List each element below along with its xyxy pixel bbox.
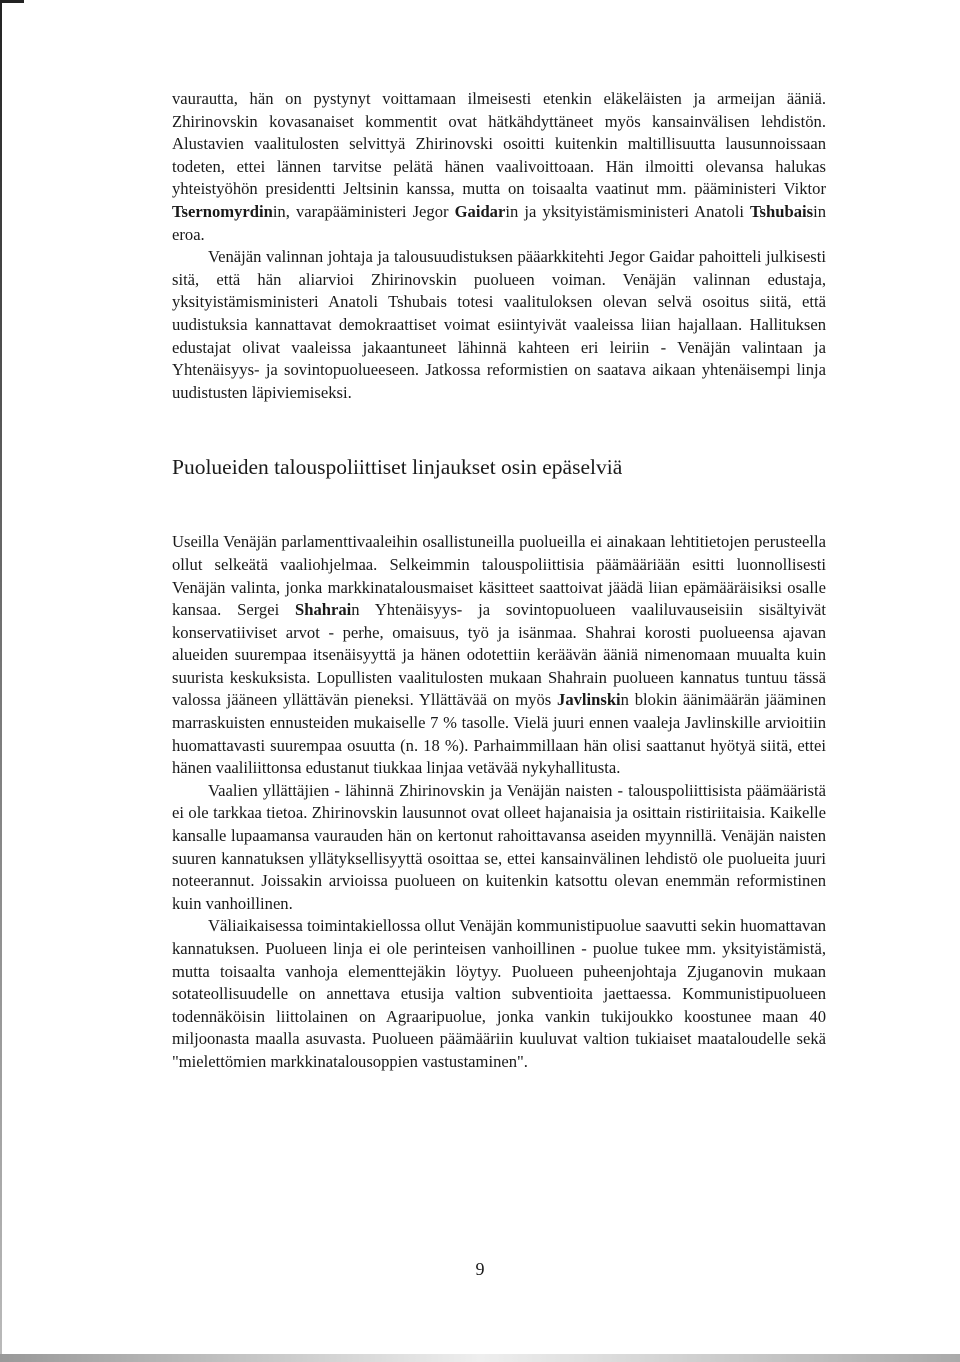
section-heading: Puolueiden talouspoliittiset linjaukset osin epäselviä <box>172 455 623 480</box>
scan-corner-mark <box>0 0 24 3</box>
name-javlinski: Javlinski <box>557 690 621 710</box>
name-tshubais: Tshubais <box>750 201 814 221</box>
paragraph-3 <box>172 531 826 780</box>
para1-text-c: in, varapääministeri Jegor <box>272 201 455 221</box>
paragraph-5: Väliaikaisessa toimintakiellossa ollut Venäjän kommunistipuolue saavutti sekin huomattavan kannatuksen. Puolueen linja ei ole perinteisen vanhoillinen - puolue tukee mm. yksityistämistä, mutta toisaalta vanhoja elementtejäkin löytyy. Puolueen puheenjohtaja Zjuganovin mukaan sotateollisuudelle on annettava etusija valtion subventioita jaettaessa. Kommunistipuolueen todennäköisin liittolainen on Agraaripuolue, jonka vankin tukijoukko koostunee maan 40 miljoonasta maalla asuvasta. Puolueen päämääriin kuuluvat valtion tukiaiset maataloudelle sekä "mielettömien markkinatalousoppien vastustaminen". <box>172 916 826 1071</box>
scan-bottom-edge <box>0 1354 960 1362</box>
para1-text-d: in ja yksityistämisministeri Anatoli <box>505 201 751 221</box>
para1-text-e: in eroa. <box>172 201 826 244</box>
scan-left-edge <box>0 0 2 1362</box>
heading-spacer <box>172 480 826 531</box>
para3-text-d: n blokin äänimäärän jääminen marraskuisten ennusteiden mukaiselle 7 % tasolle. Vielä juuri ennen vaaleja Javlinskille arvioitiin huomattavasti suurempaa osuutta (n. 18 %). Parhaimmillaan hän olisi saattanut hyötyä siitä, ettei hänen vaaliliittonsa edustanut tiukkaa linjaa vetävää nykyhallitusta. <box>172 690 826 778</box>
name-gaidar: Gaidar <box>454 201 506 221</box>
document-page <box>172 88 826 1074</box>
name-shahrai: Shahrai <box>295 600 352 620</box>
page-number: 9 <box>475 1259 485 1279</box>
para3-text-c: n Yhtenäisyys- ja sovintopuolueen vaaliluvauseisiin sisältyivät konservatiiviset arvot - perhe, omaisuus, työ ja isänmaa. Shahrai korosti puolueensa ajavan alueiden suurempaa itsenäisyyttä ja hänen odotettiin keräävän ääniä nimenomaan muualta kuin suurista keskuksista. Lopullisten vaalitulosten mukaan Shahrain puolueen kannatus tuntuu tässä valossa jääneen yllättävän pieneksi. Yllättävää on myös <box>172 600 826 710</box>
paragraph-2: Venäjän valinnan johtaja ja talousuudistuksen pääarkkitehti Jegor Gaidar pahoitteli julkisesti sitä, että hän aliarvioi Zhirinovskin puolueen voiman. Venäjän valinnan edustaja, yksityistämisministeri Anatoli Tshubais totesi vaalituloksen olevan selvä osoitus siitä, että uudistuksia kannattavat demokraattiset voimat esiintyivät vaaleissa liian hajallaan. Hallituksen edustajat olivat vaaleissa jakaantuneet lähinnä kahteen eri leiriin - Venäjän valintaan ja Yhtenäisyys- ja sovintopuolueeseen. Jatkossa reformistien on saatava aikaan yhtenäisempi linja uudistusten läpiviemiseksi. <box>172 247 826 402</box>
para1-text-a: vaurautta, hän on pystynyt voittamaan ilmeisesti etenkin eläkeläisten ja armeijan ääniä. Zhirinovskin kovasanaiset kommentit ovat hätkähdyttäneet myös kansainvälisen lehdistön. Alustavien vaalitulosten selvittyä Zhirinovski osoitti kuitenkin maltillisuutta lausunnoissaan todeten, ettei lännen tarvitse pelätä hänen vaalivoittoaan. Hän ilmoitti olevansa halukas yhteistyöhön presidentti Jeltsinin kanssa, mutta on toisaalta vaatinut mm. pääministeri Viktor <box>172 89 826 199</box>
para3-text-a: Useilla Venäjän parlamenttivaaleihin osallistuneilla puolueilla ei ainakaan lehtitietojen perusteella ollut selkeätä vaaliohjelmaa. Selkeimmin talouspoliittisia päämääriään esitti luonnollisesti Venäjän valinta, jonka markkinatalousmaiset käsitteet saattoivat jäädä liian epämääräisiksi osalle kansaa. Sergei <box>172 532 826 620</box>
paragraph-4: Vaalien yllättäjien - lähinnä Zhirinovskin ja Venäjän naisten - talouspoliittisista päämääristä ei ole tarkkaa tietoa. Zhirinovskin lausunnot ovat olleet hajanaisia ja osittain ristiriitaisia. Kaikelle kansalle lupaamansa vaurauden hän on kertonut rahoittavansa aseiden myynnillä. Venäjän naisten suuren kannatuksen yllätyksellisyyttä osoittaa se, ettei kansainvälinen lehdistö ole puolueita juuri noteerannut. Joissakin arvioissa puolueen on kuitenkin katsottu olevan enemmän reformistinen kuin vanhoillinen. <box>172 780 826 913</box>
paragraph-1 <box>172 88 826 246</box>
name-tsernomyrdin: Tsernomyrdin <box>172 201 273 221</box>
